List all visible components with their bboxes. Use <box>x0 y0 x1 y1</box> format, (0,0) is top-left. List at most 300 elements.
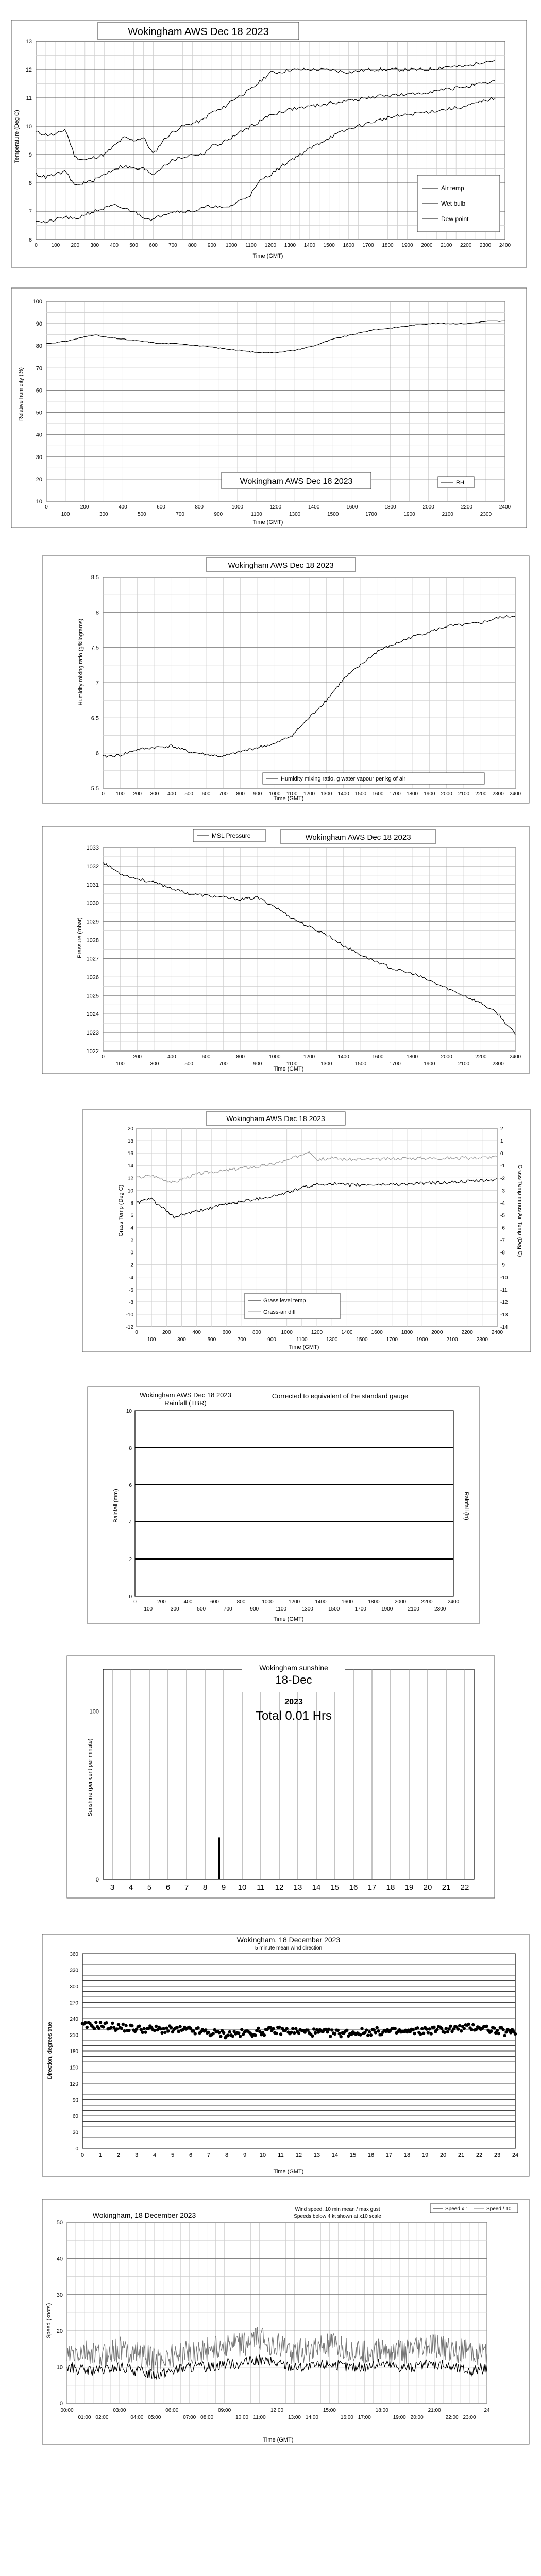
wind-direction-point <box>153 2029 156 2032</box>
wind-direction-point <box>425 2028 428 2031</box>
x-tick-label: 300 <box>99 512 108 517</box>
plot-area <box>135 1411 453 1596</box>
x-tick-label: 2 <box>116 2152 121 2158</box>
x-axis-label: Time (GMT) <box>263 2437 294 2443</box>
x-tick-label: 1400 <box>341 1330 353 1335</box>
y-tick-label: 1027 <box>86 956 99 962</box>
grass-temp-chart <box>0 1108 541 1355</box>
legend-label-wet: Wet bulb <box>441 200 466 207</box>
x-tick-label: 11:00 <box>253 2415 266 2420</box>
wind-direction-point <box>111 2022 114 2025</box>
x-tick-label: 900 <box>207 243 216 248</box>
y-tick-label: 360 <box>70 1952 78 1957</box>
y-tick-label: 1025 <box>86 993 99 999</box>
sunshine-total: Total 0.01 Hrs <box>255 1709 332 1723</box>
y-tick-label-right: -12 <box>500 1299 508 1306</box>
wind-direction-point <box>285 2027 289 2030</box>
x-tick-label: 18:00 <box>375 2408 388 2413</box>
wind-direction-point <box>493 2026 496 2029</box>
x-tick-label: 6 <box>189 2152 193 2158</box>
x-tick-label: 2400 <box>499 504 511 510</box>
x-tick-label: 2200 <box>461 1330 473 1335</box>
x-tick-label: 0 <box>135 1330 138 1335</box>
y-tick-label: 1033 <box>86 845 99 851</box>
x-tick-label: 1900 <box>403 512 415 517</box>
y-tick-label: 6.5 <box>91 715 99 722</box>
x-tick-label: 100 <box>61 512 70 517</box>
y-tick-label: 1022 <box>86 1048 99 1055</box>
wind-direction-point <box>338 2032 341 2035</box>
gauge-note: Corrected to equivalent of the standard gauge <box>272 1392 409 1400</box>
wind-direction-point <box>445 2027 448 2030</box>
wind-direction-point <box>290 2031 293 2034</box>
x-tick-label: 17 <box>385 2152 393 2158</box>
x-tick-label: 1700 <box>386 1337 398 1343</box>
wind-direction-point <box>446 2030 449 2033</box>
x-tick-label: 16:00 <box>340 2415 353 2420</box>
x-tick-label: 1400 <box>308 504 320 510</box>
wind-direction-point <box>497 2032 500 2035</box>
wind-direction-point <box>485 2025 488 2028</box>
wind-direction-point <box>86 2026 89 2029</box>
x-axis-label: Time (GMT) <box>252 519 283 526</box>
x-axis-label: Time (GMT) <box>273 1066 304 1072</box>
x-tick-label: 2400 <box>499 243 511 248</box>
wind-direction-point <box>170 2026 173 2029</box>
x-tick-label: 600 <box>157 504 165 510</box>
x-tick-label: 16 <box>367 2152 375 2158</box>
y-tick-label: 5.5 <box>91 786 99 792</box>
wind-direction-point <box>297 2031 300 2035</box>
y-axis-label: Speed (knots) <box>46 2303 52 2339</box>
wind-direction-point <box>204 2028 207 2031</box>
y-tick-label: 50 <box>36 410 42 416</box>
x-tick-label: 06:00 <box>165 2408 179 2413</box>
x-tick-label: 7 <box>207 2152 211 2158</box>
y-tick-label: 9 <box>28 152 32 158</box>
wind-direction-point <box>227 2033 230 2037</box>
x-tick-label: 2100 <box>446 1337 458 1343</box>
y-tick-label: 1026 <box>86 974 99 981</box>
x-tick-label: 1700 <box>362 243 374 248</box>
wind-direction-point <box>127 2029 130 2032</box>
wind-direction-point <box>159 2027 162 2030</box>
x-tick-label: 10:00 <box>235 2415 249 2420</box>
x-tick-label: 2200 <box>475 791 487 797</box>
x-tick-label: 1000 <box>231 504 243 510</box>
x-tick-label: 20:00 <box>410 2415 424 2420</box>
wind-direction-point <box>377 2029 380 2032</box>
chart-date: 18-Dec <box>275 1673 312 1686</box>
y-tick-label: 2 <box>130 1238 133 1244</box>
x-tick-label: 700 <box>223 1606 232 1612</box>
x-tick-label: 1600 <box>371 1330 383 1335</box>
wind-direction-point <box>460 2029 463 2032</box>
x-tick-label: 1800 <box>401 1330 413 1335</box>
y-tick-label: 0 <box>129 1594 132 1600</box>
wind-direction-point <box>448 2027 451 2030</box>
legend-label-diff: Grass-air diff <box>263 1309 296 1315</box>
x-tick-label: 2200 <box>460 243 472 248</box>
wind-direction-point <box>430 2032 433 2035</box>
wind-direction-point <box>368 2030 371 2033</box>
wind-direction-point <box>272 2027 275 2030</box>
wind-direction-point <box>428 2027 431 2030</box>
pressure-chart-panel <box>0 824 541 1077</box>
wind-direction-point <box>222 2031 225 2035</box>
y-axis-label: Relative humidity (%) <box>18 367 24 421</box>
y-tick-label: 10 <box>56 2364 63 2371</box>
wind-direction-point <box>239 2035 242 2038</box>
wind-direction-point <box>503 2034 506 2037</box>
wind-direction-point <box>394 2027 397 2030</box>
x-tick-label: 1400 <box>315 1599 327 1605</box>
x-tick-label: 1300 <box>284 243 296 248</box>
x-tick-label: 6 <box>165 1883 171 1892</box>
chart-title: Wokingham AWS Dec 18 2023 <box>140 1391 231 1399</box>
y-tick-label: 240 <box>70 2016 78 2022</box>
x-tick-label: 700 <box>218 1061 228 1067</box>
x-tick-label: 07:00 <box>183 2415 196 2420</box>
x-tick-label: 900 <box>214 512 223 517</box>
x-tick-label: 2000 <box>421 243 433 248</box>
humidity-chart-panel <box>0 286 541 531</box>
x-axis-label: Time (GMT) <box>252 253 283 259</box>
x-tick-label: 4 <box>153 2152 157 2158</box>
wind-direction-point <box>130 2024 133 2027</box>
x-tick-label: 9 <box>243 2152 247 2158</box>
wind-direction-point <box>489 2030 493 2033</box>
x-tick-label: 500 <box>197 1606 206 1612</box>
x-tick-label: 1500 <box>323 243 335 248</box>
wind-direction-point <box>166 2029 170 2032</box>
x-tick-label: 0 <box>80 2152 84 2158</box>
wind-direction-point <box>471 2023 475 2026</box>
y-tick-label: 300 <box>70 1984 78 1990</box>
x-tick-label: 2000 <box>441 791 452 797</box>
x-tick-label: 2400 <box>509 1054 521 1060</box>
wind-direction-point <box>217 2031 221 2034</box>
rainfall-chart <box>0 1385 541 1627</box>
x-tick-label: 1600 <box>341 1599 353 1605</box>
x-tick-label: 1500 <box>328 1606 340 1612</box>
legend-label: Humidity mixing ratio, g water vapour per kg of air <box>281 776 406 782</box>
x-tick-label: 3 <box>110 1883 115 1892</box>
x-tick-label: 1200 <box>269 504 282 510</box>
x-tick-label: 15 <box>330 1883 340 1892</box>
x-tick-label: 1400 <box>337 791 349 797</box>
x-tick-label: 1800 <box>368 1599 380 1605</box>
x-tick-label: 2300 <box>479 243 492 248</box>
x-tick-label: 1600 <box>346 504 358 510</box>
temperature-chart-panel <box>0 18 541 270</box>
wind-direction-point <box>207 2031 210 2034</box>
x-tick-label: 600 <box>201 1054 211 1060</box>
y-tick-label-right: -14 <box>500 1325 508 1330</box>
x-tick-label: 22 <box>476 2152 483 2158</box>
x-tick-label: 900 <box>267 1337 276 1343</box>
wind-direction-point <box>449 2025 452 2028</box>
x-tick-label: 1800 <box>382 243 394 248</box>
wind-direction-point <box>141 2031 144 2034</box>
x-tick-label: 1200 <box>303 791 315 797</box>
x-tick-label: 17 <box>367 1883 377 1892</box>
wind-direction-point <box>443 2031 446 2034</box>
x-tick-label: 800 <box>195 504 204 510</box>
y-axis-label: Grass Temp (Deg C) <box>118 1184 124 1237</box>
x-tick-label: 1000 <box>269 1054 281 1060</box>
x-tick-label: 1100 <box>296 1337 308 1343</box>
x-tick-label: 22 <box>460 1883 469 1892</box>
wind-direction-point <box>329 2035 332 2038</box>
x-tick-label: 23 <box>494 2152 501 2158</box>
y-tick-label: 6 <box>129 1483 132 1488</box>
x-tick-label: 1800 <box>406 1054 418 1060</box>
chart-title: Wokingham, 18 December 2023 <box>92 2211 196 2219</box>
chart-subtitle: Wind speed, 10 min mean / max gust <box>295 2207 380 2212</box>
x-tick-label: 1000 <box>262 1599 274 1605</box>
x-tick-label: 200 <box>71 243 80 248</box>
wind-direction-point <box>268 2026 272 2029</box>
y-tick-label: 7 <box>95 680 99 686</box>
x-tick-label: 09:00 <box>218 2408 231 2413</box>
wind-direction-point <box>93 2027 96 2030</box>
y-tick-label: 11 <box>26 95 32 101</box>
y-tick-label: 210 <box>70 2032 78 2039</box>
x-tick-label: 400 <box>110 243 119 248</box>
y-tick-label: 270 <box>70 2000 78 2006</box>
wind-direction-point <box>359 2033 362 2036</box>
y-tick-label: 1028 <box>86 937 99 944</box>
wind-direction-point <box>374 2031 377 2034</box>
wind-direction-point <box>306 2028 309 2031</box>
wind-direction-point <box>258 2030 261 2033</box>
wind-direction-point <box>257 2027 260 2030</box>
temperature-chart <box>0 18 541 270</box>
x-tick-label: 13:00 <box>288 2415 301 2420</box>
x-tick-label: 2400 <box>509 791 521 797</box>
x-tick-label: 2100 <box>458 1061 470 1067</box>
x-tick-label: 2400 <box>447 1599 460 1605</box>
wind-direction-point <box>160 2031 163 2035</box>
y-tick-label: 40 <box>36 432 42 438</box>
chart-title: Wokingham sunshine <box>259 1664 328 1672</box>
legend-label-speed-div: Speed / 10 <box>486 2206 512 2212</box>
x-tick-label: 0 <box>45 504 48 510</box>
chart-title: Wokingham AWS Dec 18 2023 <box>128 26 269 38</box>
y-tick-label: 20 <box>36 476 42 483</box>
y-axis-label: Rainfall (mm) <box>113 1489 119 1523</box>
x-tick-label: 1700 <box>389 1061 401 1067</box>
wind-direction-point <box>509 2031 512 2034</box>
wind-direction-point <box>311 2035 314 2038</box>
x-tick-label: 23:00 <box>463 2415 476 2420</box>
wind-direction-point <box>162 2027 165 2030</box>
y-tick-label: 18 <box>127 1139 133 1145</box>
x-tick-label: 800 <box>252 1330 261 1335</box>
wind-direction-point <box>144 2031 147 2034</box>
legend-label: MSL Pressure <box>212 832 251 839</box>
y-tick-label-right: -3 <box>500 1188 505 1194</box>
x-tick-label: 2200 <box>461 504 472 510</box>
x-tick-label: 2100 <box>458 791 470 797</box>
y-tick-label-right: 2 <box>500 1126 503 1132</box>
x-tick-label: 1100 <box>245 243 257 248</box>
y-tick-label: 10 <box>36 499 42 505</box>
x-tick-label: 300 <box>177 1337 186 1343</box>
x-tick-label: 19:00 <box>393 2415 406 2420</box>
y-axis-label: Direction, degrees true <box>47 2022 53 2079</box>
wind-direction-point <box>365 2028 368 2031</box>
x-tick-label: 800 <box>188 243 197 248</box>
x-tick-label: 21:00 <box>428 2408 441 2413</box>
y-tick-label: 60 <box>36 387 42 394</box>
y-tick-label: 0 <box>75 2146 78 2152</box>
legend-label-rh: RH <box>456 480 464 486</box>
wind-direction-point <box>435 2028 438 2031</box>
y-tick-label: 70 <box>36 365 42 372</box>
wind-direction-point <box>102 2025 105 2028</box>
x-tick-label: 2000 <box>431 1330 443 1335</box>
x-tick-label: 2200 <box>475 1054 487 1060</box>
x-tick-label: 11 <box>257 1883 265 1892</box>
y-tick-label-right: -9 <box>500 1262 505 1268</box>
y-tick-label: 80 <box>36 343 42 350</box>
x-tick-label: 100 <box>144 1606 153 1612</box>
x-tick-label: 22:00 <box>445 2415 459 2420</box>
x-tick-label: 1300 <box>289 512 301 517</box>
wind-direction-point <box>253 2033 257 2037</box>
x-tick-label: 2300 <box>480 512 492 517</box>
x-tick-label: 1900 <box>416 1337 428 1343</box>
wind-direction-point <box>212 2032 215 2035</box>
x-tick-label: 11 <box>278 2152 284 2158</box>
x-tick-label: 1100 <box>251 512 262 517</box>
wind-direction-point <box>333 2032 336 2036</box>
y-tick-label: 90 <box>36 321 42 328</box>
y-tick-label: 1032 <box>86 863 99 870</box>
x-tick-label: 2000 <box>394 1599 407 1605</box>
wind-direction-point <box>326 2030 329 2033</box>
wind-direction-point <box>219 2035 222 2038</box>
wind-direction-point <box>99 2021 102 2024</box>
grass-temp-chart-panel <box>0 1108 541 1355</box>
x-tick-label: 600 <box>201 791 211 797</box>
chart-title: Wokingham, 18 December 2023 <box>236 1936 341 1944</box>
wind-direction-point <box>340 2035 343 2038</box>
legend-label-air: Air temp <box>441 184 464 192</box>
x-tick-label: 15 <box>349 2152 357 2158</box>
x-tick-label: 1000 <box>281 1330 293 1335</box>
x-tick-label: 100 <box>147 1337 156 1343</box>
x-tick-label: 400 <box>167 1054 176 1060</box>
y-tick-label: 90 <box>72 2097 78 2104</box>
wind-direction-point <box>291 2027 294 2030</box>
x-tick-label: 0 <box>102 791 105 797</box>
x-tick-label: 12 <box>275 1883 284 1892</box>
wind-direction-point <box>109 2026 112 2029</box>
y-tick-label: 1024 <box>86 1011 99 1018</box>
y-tick-label-right: -2 <box>500 1176 505 1182</box>
chart-title: Wokingham AWS Dec 18 2023 <box>228 561 334 570</box>
x-tick-label: 500 <box>129 243 138 248</box>
y-tick-label: 100 <box>89 1708 99 1715</box>
x-tick-label: 12 <box>295 2152 302 2158</box>
wind-speed-chart-panel <box>0 2197 541 2447</box>
x-tick-label: 1100 <box>286 791 298 797</box>
x-tick-label: 300 <box>170 1606 179 1612</box>
chart-title: Wokingham AWS Dec 18 2023 <box>226 1114 325 1123</box>
x-tick-label: 9 <box>221 1883 226 1892</box>
x-tick-label: 1500 <box>356 1337 368 1343</box>
y-tick-label-right: 1 <box>500 1139 503 1145</box>
x-tick-label: 15:00 <box>323 2408 336 2413</box>
x-tick-label: 600 <box>210 1599 219 1605</box>
y-tick-label: 6 <box>130 1213 133 1219</box>
wind-direction-point <box>117 2023 120 2026</box>
x-tick-label: 1200 <box>311 1330 323 1335</box>
y-tick-label-right: -13 <box>500 1312 508 1318</box>
wind-direction-point <box>97 2027 100 2030</box>
x-tick-label: 19 <box>421 2152 429 2158</box>
x-axis-label: Time (GMT) <box>273 2168 304 2175</box>
wind-direction-point <box>124 2024 127 2027</box>
y-tick-label: 4 <box>129 1520 132 1526</box>
x-tick-label: 1700 <box>354 1606 366 1612</box>
rainfall-chart-panel <box>0 1385 541 1627</box>
y-tick-label: -4 <box>129 1275 133 1281</box>
pressure-chart <box>0 824 541 1077</box>
y-tick-label: 7.5 <box>91 645 99 651</box>
x-tick-label: 20 <box>439 2152 447 2158</box>
wind-direction-point <box>422 2032 425 2035</box>
wind-direction-point <box>138 2025 141 2028</box>
x-tick-label: 2100 <box>441 243 452 248</box>
x-tick-label: 900 <box>253 791 262 797</box>
x-tick-label: 200 <box>162 1330 171 1335</box>
x-tick-label: 5 <box>171 2152 175 2158</box>
mixing-ratio-chart-panel <box>0 554 541 806</box>
wind-direction-point <box>360 2027 363 2030</box>
wind-direction-point <box>279 2032 282 2036</box>
wind-direction-point <box>165 2027 168 2030</box>
x-axis-label: Time (GMT) <box>289 1344 319 1350</box>
wind-direction-point <box>427 2031 430 2034</box>
x-tick-label: 8 <box>202 1883 208 1892</box>
wind-direction-point <box>376 2026 379 2029</box>
x-tick-label: 17:00 <box>358 2415 371 2420</box>
y-tick-label-right: -4 <box>500 1200 505 1207</box>
sunshine-chart <box>0 1654 541 1901</box>
y-axis-label: Humidity mixing ratio (g/kilograms) <box>78 618 84 706</box>
y-tick-label: 1029 <box>86 919 99 925</box>
y-tick-label: 20 <box>56 2328 63 2335</box>
x-tick-label: 300 <box>150 1061 159 1067</box>
wind-direction-point <box>314 2031 317 2035</box>
x-tick-label: 03:00 <box>113 2408 126 2413</box>
wind-direction-point <box>458 2024 461 2027</box>
x-tick-label: 1400 <box>337 1054 349 1060</box>
wind-direction-point <box>196 2026 199 2029</box>
y-tick-label: 4 <box>130 1225 133 1231</box>
x-tick-label: 200 <box>157 1599 166 1605</box>
x-tick-label: 300 <box>90 243 99 248</box>
x-tick-label: 1 <box>98 2152 103 2158</box>
y-axis-label: Pressure (mbar) <box>77 917 83 958</box>
x-tick-label: 1100 <box>286 1061 298 1067</box>
wind-direction-point <box>176 2026 179 2029</box>
x-tick-label: 500 <box>184 1061 194 1067</box>
